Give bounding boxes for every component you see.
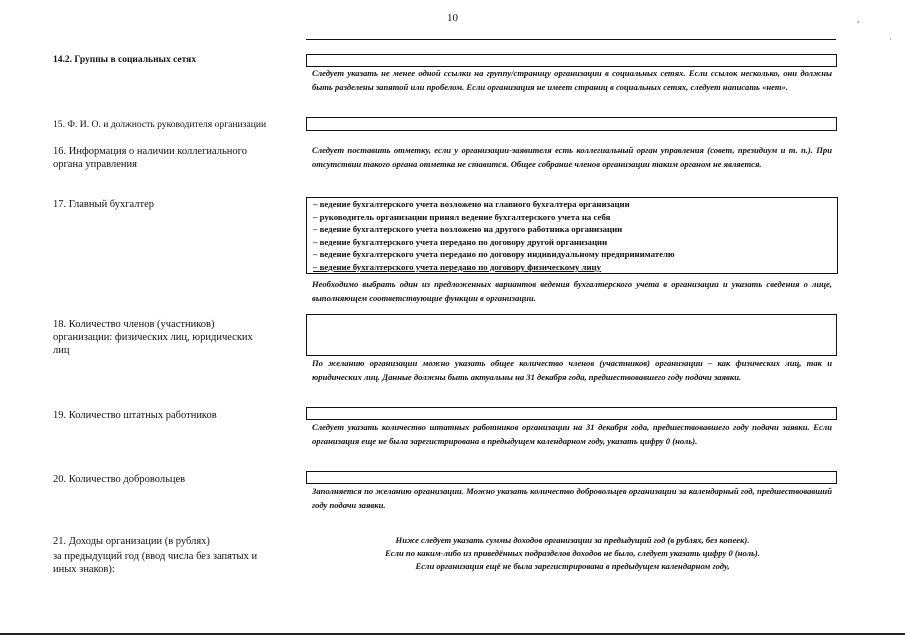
label-21-line2: за предыдущий год (ввод числа без запятых и xyxy=(53,551,258,562)
accountant-options-list[interactable] xyxy=(306,197,838,274)
scan-mark: , xyxy=(857,14,860,24)
accountant-option[interactable]: – руководитель организации принял ведение бухгалтерского учета на себя xyxy=(313,211,611,222)
label-20: 20. Количество добровольцев xyxy=(53,474,186,485)
accountant-option[interactable]: – ведение бухгалтерского учета передано по договору другой организации xyxy=(313,236,608,247)
label-21-line3: иных знаков): xyxy=(53,564,115,575)
label-17: 17. Главный бухгалтер xyxy=(53,199,155,210)
hint-14-2: Следует указать не менее одной ссылки на группу/страницу организации в социальных сетях. Если ссылок несколько, они должны быть разделены запятой или пробелом. Если организация не имеет страниц в социальных сетях, следует написать «нет». xyxy=(312,68,832,92)
director-input[interactable] xyxy=(306,117,837,131)
scan-mark: · xyxy=(889,34,892,44)
accountant-option[interactable]: – ведение бухгалтерского учета возложено на главного бухгалтера организации xyxy=(313,199,630,209)
hint-21-line2: Если по каким-либо из приведённых подразделов доходов не было, следует указать цифру 0 (ноль). xyxy=(385,548,760,558)
hint-21-line1: Ниже следует указать суммы доходов организации за предыдущий год (в рублях, без копеек). xyxy=(395,535,750,545)
hint-16: Следует поставить отметку, если у организации-заявителя есть коллегиальный орган управления (совет, президиум и т. п.). При отсутствии такого органа отметка не ставится. Общее собрание членов организации таким органом не является. xyxy=(312,145,832,169)
staff-count-input[interactable] xyxy=(306,407,837,420)
label-16: 16. Информация о наличии коллегиального органа управления xyxy=(53,146,247,170)
label-15: 15. Ф. И. О. и должность руководителя организации xyxy=(53,119,267,130)
hint-19: Следует указать количество штатных работников организации на 31 декабря года, предшествовавшего году подачи заявки. Если организация еще не была зарегистрирована в предыдущем календарном году, указать цифру 0 (ноль). xyxy=(312,422,832,446)
page-number: 10 xyxy=(447,12,458,24)
hint-18: По желанию организации можно указать общее количество членов (участников) организации – как физических лиц, так и юридических лиц. Данные должны быть актуальны на 31 декабря года, предшествовавшего году подачи заявки. xyxy=(312,358,832,382)
label-21-line1: 21. Доходы организации (в рублях) xyxy=(53,536,210,547)
members-count-input[interactable] xyxy=(306,314,837,356)
label-19: 19. Количество штатных работников xyxy=(53,410,217,421)
hint-21-line3: Если организация ещё не была зарегистрирована в предыдущем календарном году, xyxy=(415,561,730,571)
hint-20: Заполняется по желанию организации. Можно указать количество добровольцев организации за календарный год, предшествовавший году подачи заявки. xyxy=(312,486,832,510)
top-rule xyxy=(306,39,836,40)
volunteers-count-input[interactable] xyxy=(306,471,837,484)
label-18: 18. Количество членов (участников) организации: физических лиц, юридических лиц xyxy=(53,319,253,356)
hint-17: Необходимо выбрать один из предложенных вариантов ведения бухгалтерского учета в организации и указать сведения о лице, выполняющем соответствующие функции в организации. xyxy=(312,279,832,303)
social-groups-input[interactable] xyxy=(306,54,837,67)
bottom-edge xyxy=(0,633,905,635)
accountant-option[interactable]: – ведение бухгалтерского учета передано по договору физическому лицу xyxy=(313,261,602,272)
accountant-option[interactable]: – ведение бухгалтерского учета возложено на другого работника организации xyxy=(313,224,623,234)
label-14-2: 14.2. Группы в социальных сетях xyxy=(53,55,197,65)
accountant-option[interactable]: – ведение бухгалтерского учета передано по договору индивидуальному предпринимателю xyxy=(313,249,675,259)
